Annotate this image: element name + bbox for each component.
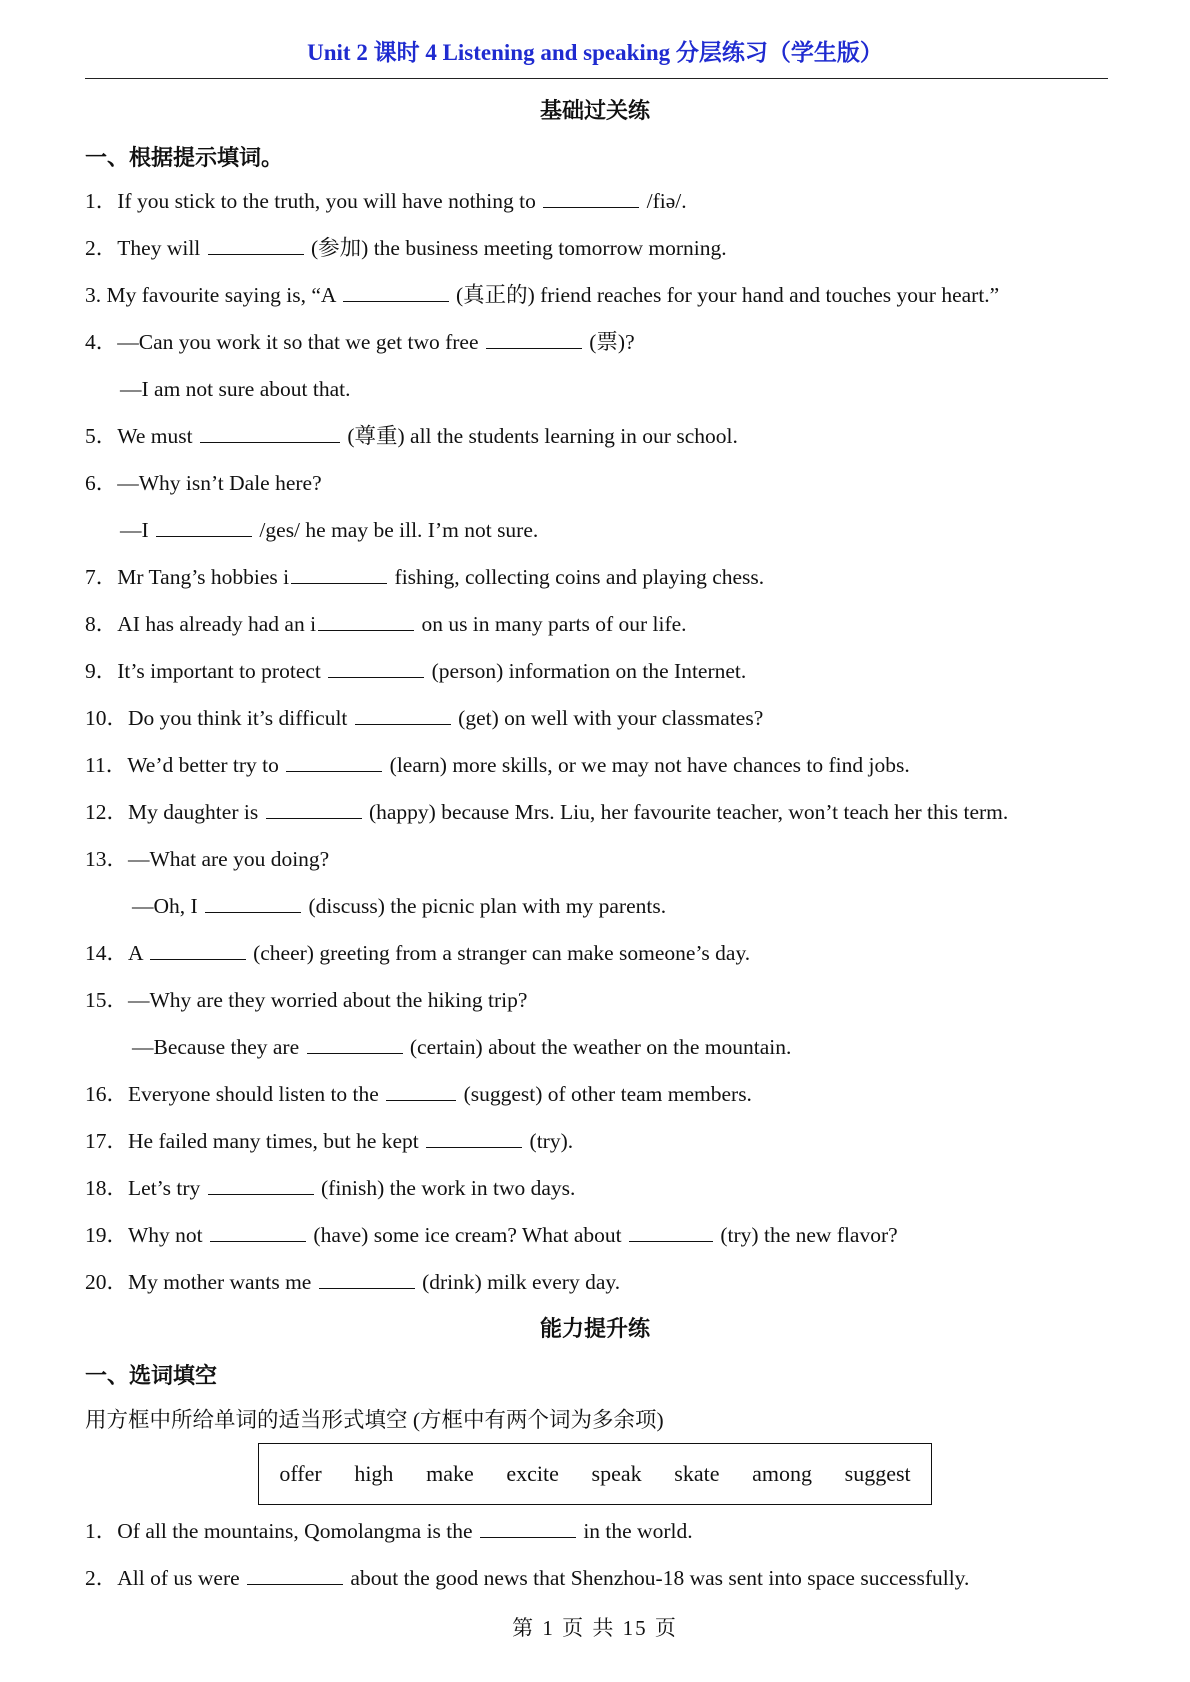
header-rule	[85, 78, 1108, 79]
instruction-text: 用方框中所给单词的适当形式填空 (方框中有两个词为多余项)	[85, 1408, 664, 1432]
question-number: 3.	[85, 283, 107, 307]
answer-blank[interactable]	[355, 704, 451, 725]
answer-blank[interactable]	[328, 657, 424, 678]
question-number: 15．	[85, 988, 129, 1012]
answer-blank[interactable]	[286, 751, 382, 772]
section-title-advanced: 能力提升练	[539, 1316, 650, 1341]
answer-blank[interactable]	[210, 1221, 306, 1242]
question-13-reply: —Oh, I (discuss) the picnic plan with my parents.	[132, 894, 667, 918]
word-bank-item: speak	[591, 1461, 642, 1486]
part-title-word-choice: 一、选词填空	[85, 1363, 218, 1388]
answer-blank[interactable]	[208, 1174, 314, 1195]
question-number: 7．	[85, 565, 118, 589]
word-bank-item: high	[354, 1461, 394, 1486]
question-number: 10．	[85, 706, 129, 730]
page-footer: 第 1 页 共 15 页	[512, 1616, 678, 1640]
answer-blank[interactable]	[205, 892, 301, 913]
question-11: 11．We’d better try to (learn) more skills, or we may not have chances to find jobs.	[85, 753, 910, 777]
word-bank-item: skate	[674, 1461, 720, 1486]
answer-blank[interactable]	[150, 939, 246, 960]
question-number: 13．	[85, 847, 129, 871]
question-number: 5．	[85, 424, 118, 448]
question-number: 16．	[85, 1082, 129, 1106]
answer-blank[interactable]	[318, 610, 414, 631]
answer-blank[interactable]	[426, 1127, 522, 1148]
question-3: 3. My favourite saying is, “A (真正的) friend reaches for your hand and touches your heart.”	[85, 283, 1000, 307]
word-bank-item: offer	[279, 1461, 322, 1486]
question-number: 4．	[85, 330, 118, 354]
question-4: 4．—Can you work it so that we get two free (票)?	[85, 330, 635, 354]
question-6: 6．—Why isn’t Dale here?	[85, 471, 322, 495]
question-4-reply: —I am not sure about that.	[120, 377, 351, 401]
question-number: 20．	[85, 1270, 129, 1294]
word-bank-box	[258, 1443, 932, 1505]
question-number: 8．	[85, 612, 118, 636]
answer-blank[interactable]	[343, 281, 449, 302]
answer-blank[interactable]	[208, 234, 304, 255]
question-20: 20．My mother wants me (drink) milk every day.	[85, 1270, 621, 1294]
advanced-question-1: 1．Of all the mountains, Qomolangma is the in the world.	[85, 1519, 693, 1543]
question-10: 10．Do you think it’s difficult (get) on well with your classmates?	[85, 706, 764, 730]
answer-blank[interactable]	[543, 187, 639, 208]
answer-blank[interactable]	[386, 1080, 456, 1101]
answer-blank[interactable]	[291, 563, 387, 584]
answer-blank[interactable]	[200, 422, 340, 443]
answer-blank[interactable]	[247, 1564, 343, 1585]
question-8: 8．AI has already had an i on us in many parts of our life.	[85, 612, 687, 636]
question-number: 14．	[85, 941, 129, 965]
word-bank-item: among	[752, 1461, 813, 1486]
question-16: 16．Everyone should listen to the (suggest) of other team members.	[85, 1082, 752, 1106]
question-number: 18．	[85, 1176, 129, 1200]
word-bank-item: excite	[506, 1461, 559, 1486]
question-number: 19．	[85, 1223, 129, 1247]
question-number: 17．	[85, 1129, 129, 1153]
question-number: 11．	[85, 753, 128, 777]
answer-blank[interactable]	[156, 516, 252, 537]
question-9: 9．It’s important to protect (person) information on the Internet.	[85, 659, 747, 683]
question-12: 12．My daughter is (happy) because Mrs. Liu, her favourite teacher, won’t teach her this term.	[85, 800, 1009, 824]
question-17: 17．He failed many times, but he kept (try).	[85, 1129, 574, 1153]
answer-blank[interactable]	[307, 1033, 403, 1054]
question-number: 1．	[85, 189, 118, 213]
question-number: 2．	[85, 1566, 118, 1590]
part-title-fill-words: 一、根据提示填词。	[85, 145, 284, 170]
question-number: 2．	[85, 236, 118, 260]
question-15-reply: —Because they are (certain) about the weather on the mountain.	[132, 1035, 792, 1059]
question-number: 12．	[85, 800, 129, 824]
question-6-reply: —I /ges/ he may be ill. I’m not sure.	[120, 518, 539, 542]
question-1: 1．If you stick to the truth, you will have nothing to /fiə/.	[85, 189, 687, 213]
question-number: 1．	[85, 1519, 118, 1543]
answer-blank[interactable]	[319, 1268, 415, 1289]
question-14: 14．A (cheer) greeting from a stranger can make someone’s day.	[85, 941, 751, 965]
question-13: 13．—What are you doing?	[85, 847, 330, 871]
advanced-question-2: 2．All of us were about the good news that Shenzhou-18 was sent into space successfully.	[85, 1566, 970, 1590]
question-5: 5．We must (尊重) all the students learning in our school.	[85, 424, 738, 448]
answer-blank[interactable]	[266, 798, 362, 819]
question-number: 6．	[85, 471, 118, 495]
document-header: Unit 2 课时 4 Listening and speaking 分层练习（学生版）	[307, 40, 883, 65]
section-title-basic: 基础过关练	[539, 98, 650, 123]
answer-blank[interactable]	[486, 328, 582, 349]
word-bank-item: suggest	[844, 1461, 911, 1486]
question-7: 7．Mr Tang’s hobbies i fishing, collecting coins and playing chess.	[85, 565, 765, 589]
question-15: 15．—Why are they worried about the hiking trip?	[85, 988, 528, 1012]
question-19: 19．Why not (have) some ice cream? What about (try) the new flavor?	[85, 1223, 898, 1247]
answer-blank[interactable]	[629, 1221, 713, 1242]
question-2: 2．They will (参加) the business meeting tomorrow morning.	[85, 236, 727, 260]
question-18: 18．Let’s try (finish) the work in two days.	[85, 1176, 576, 1200]
answer-blank[interactable]	[480, 1517, 576, 1538]
word-bank-item: make	[426, 1461, 474, 1486]
question-number: 9．	[85, 659, 118, 683]
